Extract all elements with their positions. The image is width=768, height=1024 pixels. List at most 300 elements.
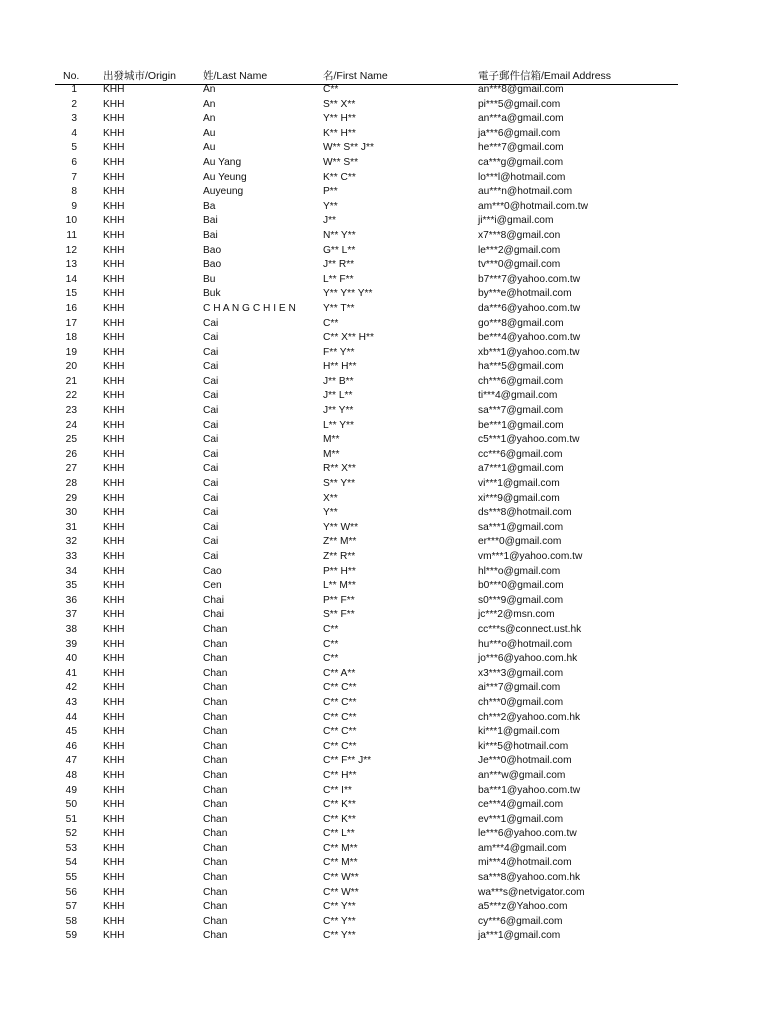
table-row (0, 171, 768, 186)
cell-last-name: Bao (203, 259, 222, 271)
cell-origin: KHH (103, 740, 125, 752)
cell-origin: KHH (103, 886, 125, 898)
cell-last-name: Cai (203, 478, 219, 490)
cell-first-name: C** F** J** (323, 755, 372, 767)
cell-email: am***0@hotmail.com.tw (478, 200, 588, 212)
cell-no: 39 (65, 638, 77, 650)
cell-first-name: Y** (323, 507, 338, 519)
table-row (0, 127, 768, 142)
cell-no: 8 (71, 186, 77, 198)
cell-origin: KHH (103, 200, 125, 212)
table-row (0, 725, 768, 740)
cell-first-name: X** (323, 492, 338, 504)
cell-no: 29 (65, 492, 77, 504)
cell-first-name: J** (323, 215, 337, 227)
cell-first-name: C** W** (323, 872, 359, 884)
table-row (0, 711, 768, 726)
cell-first-name: Y** T** (323, 302, 355, 314)
cell-last-name: C H A N G C H I E N (203, 302, 296, 314)
cell-last-name: Cai (203, 521, 219, 533)
cell-first-name: C** L** (323, 828, 355, 840)
cell-origin: KHH (103, 857, 125, 869)
table-row (0, 477, 768, 492)
cell-origin: KHH (103, 726, 125, 738)
cell-last-name: Au (203, 127, 216, 139)
cell-email: Je***0@hotmail.com (478, 755, 572, 767)
cell-last-name: Chai (203, 594, 224, 606)
cell-last-name: Cai (203, 405, 219, 417)
cell-first-name: C** (323, 317, 339, 329)
table-row (0, 244, 768, 259)
cell-email: ha***5@gmail.com (478, 361, 564, 373)
table-row (0, 141, 768, 156)
cell-no: 50 (65, 799, 77, 811)
table-row (0, 623, 768, 638)
cell-no: 16 (65, 302, 77, 314)
cell-no: 17 (65, 317, 77, 329)
cell-first-name: G** L** (323, 244, 356, 256)
cell-email: hu***o@hotmail.com (478, 638, 573, 650)
cell-email: xi***9@gmail.com (478, 492, 560, 504)
table-row (0, 492, 768, 507)
cell-origin: KHH (103, 711, 125, 723)
cell-first-name: Z** M** (323, 536, 357, 548)
cell-last-name: Cai (203, 332, 219, 344)
table-row (0, 317, 768, 332)
cell-no: 38 (65, 623, 77, 635)
table-row (0, 360, 768, 375)
cell-first-name: S** Y** (323, 478, 356, 490)
cell-no: 55 (65, 872, 77, 884)
cell-last-name: Chan (203, 726, 228, 738)
cell-first-name: C** H** (323, 769, 357, 781)
cell-last-name: Cai (203, 419, 219, 431)
cell-email: an***a@gmail.com (478, 113, 564, 125)
table-row (0, 331, 768, 346)
cell-origin: KHH (103, 375, 125, 387)
cell-no: 7 (71, 171, 77, 183)
cell-origin: KHH (103, 142, 125, 154)
cell-last-name: An (203, 84, 216, 95)
cell-no: 28 (65, 478, 77, 490)
cell-origin: KHH (103, 536, 125, 548)
table-row (0, 112, 768, 127)
cell-last-name: Chan (203, 638, 228, 650)
cell-origin: KHH (103, 346, 125, 358)
cell-no: 2 (71, 98, 77, 110)
cell-origin: KHH (103, 332, 125, 344)
cell-first-name: Y** H** (323, 113, 356, 125)
cell-email: lo***l@hotmail.com (478, 171, 566, 183)
cell-origin: KHH (103, 551, 125, 562)
cell-first-name: C** M** (323, 857, 358, 869)
cell-email: cc***s@connect.ust.hk (478, 623, 582, 635)
cell-origin: KHH (103, 915, 125, 927)
table-row (0, 506, 768, 521)
table-row (0, 638, 768, 653)
cell-origin: KHH (103, 813, 125, 825)
table-row (0, 214, 768, 229)
table-row (0, 871, 768, 886)
cell-email: s0***9@gmail.com (478, 594, 564, 606)
cell-last-name: Buk (203, 288, 221, 300)
cell-origin: KHH (103, 492, 125, 504)
cell-email: vm***1@yahoo.com.tw (478, 551, 583, 562)
cell-no: 54 (65, 857, 77, 869)
cell-no: 57 (65, 901, 77, 913)
cell-last-name: Chan (203, 901, 228, 913)
cell-last-name: Au Yang (203, 156, 242, 168)
cell-first-name: Y** W** (323, 521, 359, 533)
table-row (0, 433, 768, 448)
cell-first-name: C** A** (323, 667, 356, 679)
cell-origin: KHH (103, 448, 125, 460)
cell-origin: KHH (103, 609, 125, 621)
table-row (0, 754, 768, 769)
cell-last-name: Au Yeung (203, 171, 247, 183)
cell-last-name: Cai (203, 536, 219, 548)
cell-last-name: Bai (203, 229, 218, 241)
cell-no: 22 (65, 390, 77, 402)
cell-origin: KHH (103, 186, 125, 198)
cell-origin: KHH (103, 259, 125, 271)
cell-last-name: Cen (203, 580, 222, 592)
cell-first-name: S** X** (323, 98, 356, 110)
cell-first-name: C** (323, 623, 339, 635)
cell-no: 11 (66, 229, 77, 241)
cell-origin: KHH (103, 594, 125, 606)
cell-origin: KHH (103, 521, 125, 533)
cell-no: 14 (65, 273, 77, 285)
cell-origin: KHH (103, 215, 125, 227)
cell-no: 32 (65, 536, 77, 548)
cell-first-name: C** (323, 653, 339, 665)
cell-origin: KHH (103, 682, 125, 694)
cell-origin: KHH (103, 653, 125, 665)
cell-last-name: Cai (203, 507, 219, 519)
cell-origin: KHH (103, 507, 125, 519)
table-row (0, 608, 768, 623)
cell-origin: KHH (103, 419, 125, 431)
table-row (0, 448, 768, 463)
cell-no: 58 (65, 915, 77, 927)
cell-origin: KHH (103, 463, 125, 475)
table-row (0, 83, 768, 98)
cell-last-name: Chan (203, 813, 228, 825)
cell-first-name: K** C** (323, 171, 356, 183)
cell-no: 26 (65, 448, 77, 460)
table-row (0, 98, 768, 113)
cell-no: 44 (65, 711, 77, 723)
cell-email: be***4@yahoo.com.tw (478, 332, 581, 344)
cell-email: jo***6@yahoo.com.hk (478, 653, 578, 665)
table-row (0, 594, 768, 609)
cell-email: tv***0@gmail.com (478, 259, 561, 271)
cell-last-name: An (203, 98, 216, 110)
cell-first-name: L** Y** (323, 419, 354, 431)
cell-email: au***n@hotmail.com (478, 186, 573, 198)
cell-last-name: Chan (203, 711, 228, 723)
cell-last-name: Bai (203, 215, 218, 227)
cell-no: 25 (65, 434, 77, 446)
cell-no: 41 (65, 667, 77, 679)
cell-no: 10 (65, 215, 77, 227)
cell-origin: KHH (103, 930, 125, 942)
cell-last-name: Chan (203, 886, 228, 898)
cell-last-name: Chan (203, 872, 228, 884)
cell-first-name: C** Y** (323, 915, 356, 927)
cell-last-name: Chan (203, 696, 228, 708)
cell-email: ce***4@gmail.com (478, 799, 564, 811)
cell-no: 15 (65, 288, 77, 300)
cell-first-name: J** R** (323, 259, 355, 271)
cell-no: 9 (71, 200, 77, 212)
table-row (0, 287, 768, 302)
cell-origin: KHH (103, 405, 125, 417)
cell-origin: KHH (103, 580, 125, 592)
table-row (0, 156, 768, 171)
cell-origin: KHH (103, 434, 125, 446)
table-row (0, 842, 768, 857)
cell-no: 34 (65, 565, 77, 577)
cell-origin: KHH (103, 288, 125, 300)
cell-no: 3 (71, 113, 77, 125)
cell-no: 53 (65, 842, 77, 854)
cell-last-name: Cai (203, 346, 219, 358)
cell-first-name: F** Y** (323, 346, 355, 358)
cell-no: 4 (71, 127, 77, 139)
cell-email: ch***2@yahoo.com.hk (478, 711, 581, 723)
cell-first-name: Y** (323, 200, 338, 212)
cell-last-name: An (203, 113, 216, 125)
cell-email: ch***6@gmail.com (478, 375, 564, 387)
cell-origin: KHH (103, 872, 125, 884)
cell-email: ds***8@hotmail.com (478, 507, 572, 519)
cell-origin: KHH (103, 317, 125, 329)
cell-no: 36 (65, 594, 77, 606)
header-origin: 出發城市/Origin (103, 70, 176, 82)
table-row (0, 652, 768, 667)
cell-email: er***0@gmail.com (478, 536, 562, 548)
table-row (0, 462, 768, 477)
cell-first-name: C** C** (323, 726, 357, 738)
table-row (0, 302, 768, 317)
cell-last-name: Chan (203, 740, 228, 752)
cell-first-name: C** K** (323, 813, 356, 825)
cell-no: 20 (65, 361, 77, 373)
cell-last-name: Chan (203, 784, 228, 796)
cell-email: a7***1@gmail.com (478, 463, 564, 475)
cell-first-name: M** (323, 434, 340, 446)
cell-first-name: C** Y** (323, 901, 356, 913)
cell-email: b7***7@yahoo.com.tw (478, 273, 581, 285)
cell-email: a5***z@Yahoo.com (478, 901, 568, 913)
cell-email: ai***7@gmail.com (478, 682, 561, 694)
cell-origin: KHH (103, 478, 125, 490)
cell-origin: KHH (103, 127, 125, 139)
cell-origin: KHH (103, 361, 125, 373)
cell-no: 30 (65, 507, 77, 519)
cell-email: ev***1@gmail.com (478, 813, 564, 825)
cell-email: ti***4@gmail.com (478, 390, 558, 402)
cell-first-name: C** W** (323, 886, 359, 898)
cell-last-name: Chan (203, 915, 228, 927)
cell-first-name: L** F** (323, 273, 354, 285)
cell-email: jc***2@msn.com (478, 609, 555, 621)
cell-no: 43 (65, 696, 77, 708)
cell-first-name: P** H** (323, 565, 356, 577)
cell-no: 24 (65, 419, 77, 431)
table-row (0, 521, 768, 536)
cell-first-name: J** Y** (323, 405, 354, 417)
table-row (0, 886, 768, 901)
cell-origin: KHH (103, 769, 125, 781)
cell-first-name: C** C** (323, 711, 357, 723)
cell-first-name: C** C** (323, 696, 357, 708)
cell-email: ja***1@gmail.com (478, 930, 561, 942)
cell-no: 47 (65, 755, 77, 767)
cell-no: 31 (65, 521, 77, 533)
cell-email: c5***1@yahoo.com.tw (478, 434, 580, 446)
cell-last-name: Chan (203, 667, 228, 679)
cell-last-name: Bu (203, 273, 216, 285)
cell-email: le***2@gmail.com (478, 244, 561, 256)
cell-no: 1 (71, 84, 77, 95)
cell-email: he***7@gmail.com (478, 142, 564, 154)
cell-last-name: Chan (203, 930, 228, 942)
cell-last-name: Auyeung (203, 186, 244, 198)
cell-email: ca***g@gmail.com (478, 156, 564, 168)
cell-origin: KHH (103, 623, 125, 635)
table-row (0, 273, 768, 288)
cell-email: ch***0@gmail.com (478, 696, 564, 708)
cell-email: x7***8@gmail.con (478, 229, 561, 241)
cell-last-name: Cai (203, 448, 219, 460)
cell-origin: KHH (103, 84, 125, 95)
cell-no: 59 (65, 930, 77, 942)
cell-first-name: K** H** (323, 127, 356, 139)
cell-first-name: P** F** (323, 594, 355, 606)
cell-email: hl***o@gmail.com (478, 565, 561, 577)
cell-no: 35 (65, 580, 77, 592)
header-last-name: 姓/Last Name (203, 70, 268, 82)
cell-email: wa***s@netvigator.com (478, 886, 585, 898)
table-row (0, 565, 768, 580)
cell-email: be***1@gmail.com (478, 419, 564, 431)
cell-no: 19 (65, 346, 77, 358)
table-row (0, 929, 768, 944)
cell-no: 56 (65, 886, 77, 898)
cell-first-name: R** X** (323, 463, 356, 475)
table-row (0, 550, 768, 565)
cell-origin: KHH (103, 901, 125, 913)
cell-email: go***8@gmail.com (478, 317, 564, 329)
cell-first-name: C** Y** (323, 930, 356, 942)
cell-no: 21 (65, 375, 77, 387)
table-row (0, 389, 768, 404)
cell-last-name: Chan (203, 857, 228, 869)
cell-last-name: Chan (203, 842, 228, 854)
cell-first-name: Y** Y** Y** (323, 288, 373, 300)
table-row (0, 696, 768, 711)
cell-first-name: W** S** (323, 156, 359, 168)
cell-email: sa***7@gmail.com (478, 405, 564, 417)
cell-last-name: Chan (203, 799, 228, 811)
table-row (0, 375, 768, 390)
header-no: No. (63, 70, 80, 82)
cell-origin: KHH (103, 273, 125, 285)
cell-first-name: C** X** H** (323, 332, 374, 344)
cell-email: cc***6@gmail.com (478, 448, 563, 460)
cell-first-name: H** H** (323, 361, 357, 373)
cell-email: vi***1@gmail.com (478, 478, 560, 490)
cell-no: 48 (65, 769, 77, 781)
cell-first-name: C** C** (323, 740, 357, 752)
table-header (0, 68, 768, 84)
cell-email: sa***8@yahoo.com.hk (478, 872, 581, 884)
table-row (0, 915, 768, 930)
cell-first-name: C** I** (323, 784, 352, 796)
cell-first-name: C** C** (323, 682, 357, 694)
cell-origin: KHH (103, 156, 125, 168)
cell-last-name: Ba (203, 200, 216, 212)
header-email: 電子郵件信箱/Email Address (478, 70, 612, 82)
cell-first-name: J** B** (323, 375, 354, 387)
cell-origin: KHH (103, 113, 125, 125)
cell-no: 33 (65, 551, 77, 562)
table-row (0, 579, 768, 594)
cell-email: by***e@hotmail.com (478, 288, 572, 300)
cell-last-name: Chan (203, 828, 228, 840)
cell-email: x3***3@gmail.com (478, 667, 564, 679)
cell-no: 40 (65, 653, 77, 665)
cell-email: mi***4@hotmail.com (478, 857, 572, 869)
cell-first-name: J** L** (323, 390, 353, 402)
cell-origin: KHH (103, 842, 125, 854)
table-row (0, 681, 768, 696)
table-row (0, 346, 768, 361)
cell-origin: KHH (103, 229, 125, 241)
cell-no: 27 (65, 463, 77, 475)
cell-last-name: Cai (203, 434, 219, 446)
table-row (0, 813, 768, 828)
cell-no: 12 (65, 244, 77, 256)
table-row (0, 419, 768, 434)
cell-email: am***4@gmail.com (478, 842, 567, 854)
table-row (0, 900, 768, 915)
cell-email: pi***5@gmail.com (478, 98, 561, 110)
cell-email: da***6@yahoo.com.tw (478, 302, 581, 314)
table-row (0, 185, 768, 200)
cell-no: 18 (65, 332, 77, 344)
cell-no: 23 (65, 405, 77, 417)
cell-last-name: Cai (203, 463, 219, 475)
cell-no: 13 (65, 259, 77, 271)
cell-email: ba***1@yahoo.com.tw (478, 784, 581, 796)
cell-last-name: Chan (203, 755, 228, 767)
cell-origin: KHH (103, 696, 125, 708)
cell-email: an***8@gmail.com (478, 84, 564, 95)
cell-no: 46 (65, 740, 77, 752)
cell-origin: KHH (103, 784, 125, 796)
cell-last-name: Cai (203, 492, 219, 504)
cell-no: 42 (65, 682, 77, 694)
cell-first-name: C** (323, 84, 339, 95)
cell-email: an***w@gmail.com (478, 769, 566, 781)
cell-no: 5 (71, 142, 77, 154)
cell-first-name: W** S** J** (323, 142, 374, 154)
cell-origin: KHH (103, 244, 125, 256)
